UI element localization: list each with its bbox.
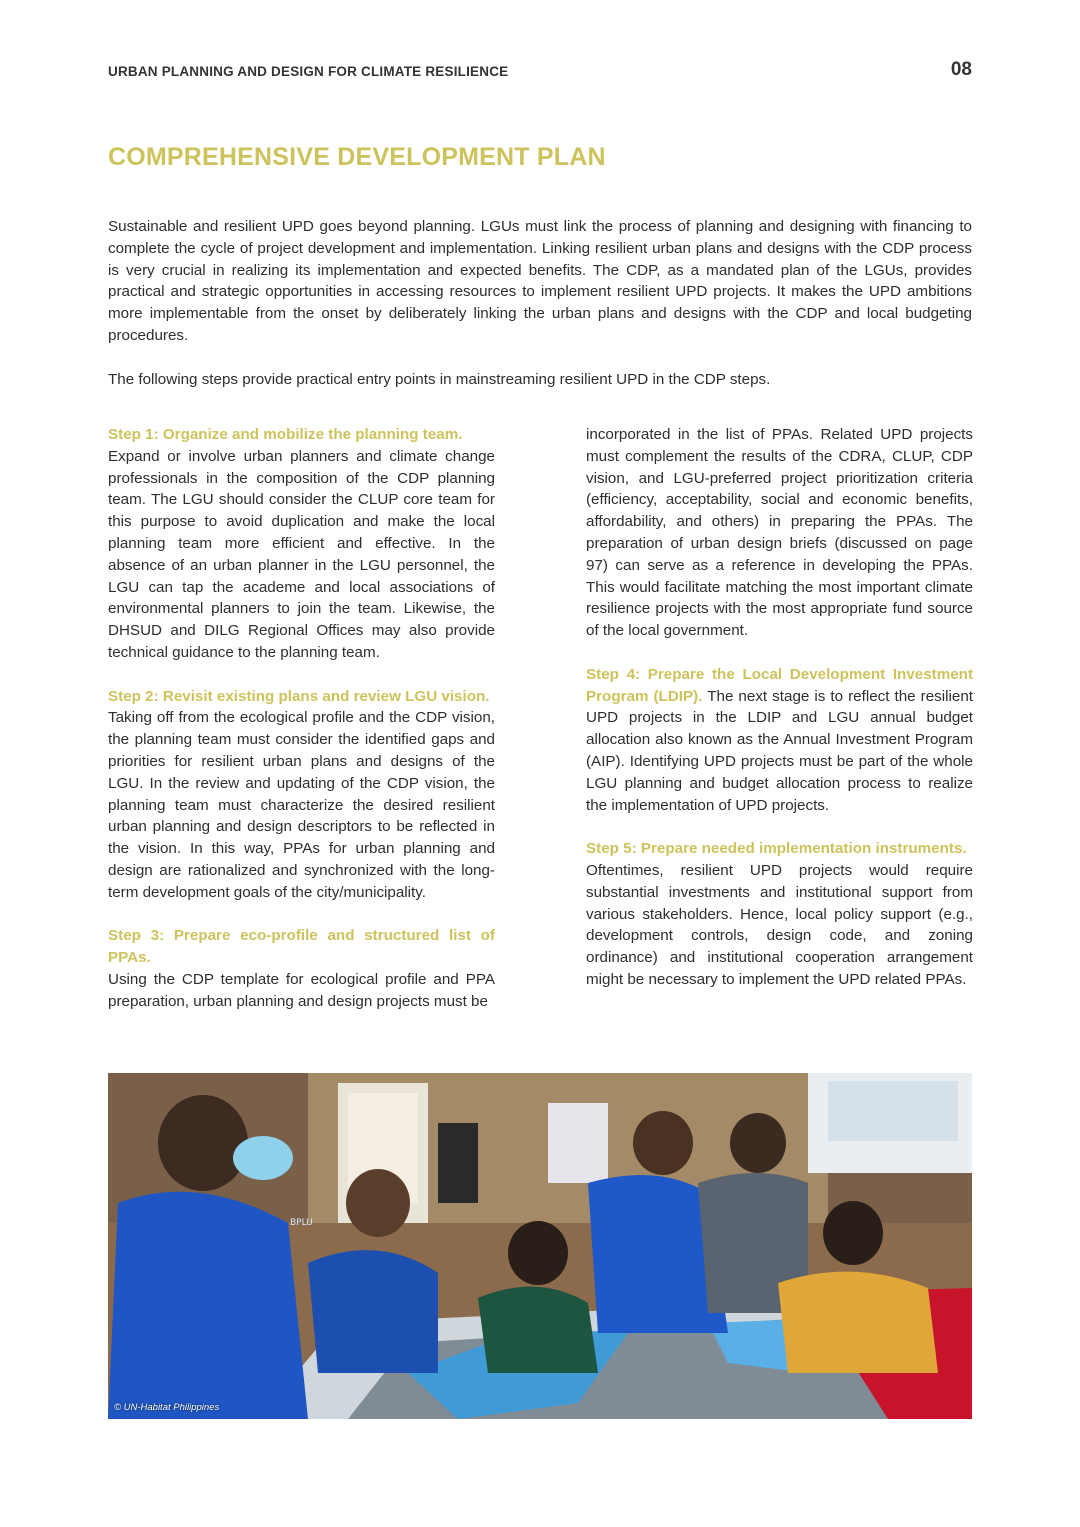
section-title: COMPREHENSIVE DEVELOPMENT PLAN bbox=[108, 143, 606, 171]
right-column bbox=[586, 424, 973, 1013]
step-2-title: Step 2: Revisit existing plans and review LGU vision. bbox=[108, 687, 490, 705]
step-4-title: Step 4: Prepare the Local Development Investment Program (LDIP). bbox=[586, 665, 973, 705]
step-4 bbox=[586, 664, 973, 817]
step-2 bbox=[108, 686, 495, 904]
running-header: URBAN PLANNING AND DESIGN FOR CLIMATE RESILIENCE bbox=[108, 64, 509, 79]
workshop-photo bbox=[108, 1073, 972, 1419]
step-3 bbox=[108, 925, 495, 1012]
step-3-body: Using the CDP template for ecological profile and PPA preparation, urban planning and design projects must be bbox=[108, 970, 495, 1010]
intro-steps-lead: The following steps provide practical entry points in mainstreaming resilient UPD in the CDP steps. bbox=[108, 371, 771, 388]
step-5 bbox=[586, 838, 973, 991]
step-1 bbox=[108, 424, 495, 664]
shirt-logo-text: BPLU bbox=[290, 1218, 313, 1228]
intro-paragraph: Sustainable and resilient UPD goes beyond planning. LGUs must link the process of planning and designing with financing to complete the cycle of project development and implementation. Linking resilient urban plans and designs with the CDP process is very crucial in realizing its implementation and expected benefits. The CDP, as a mandated plan of the LGUs, provides practical and strategic opportunities in accessing resources to implement resilient UPD projects. It makes the UPD ambitions more implementable from the onset by deliberately linking the urban plans and designs with the CDP and local budgeting procedures. bbox=[108, 218, 972, 344]
step-4-body: The next stage is to reflect the resilient UPD projects in the LDIP and LGU annual budget allocation also known as the Annual Investment Program (AIP). Identifying UPD projects must be part of the whole LGU planning and budget allocation process to realize the implementation of UPD projects. bbox=[586, 687, 973, 814]
workshop-photo-illustration bbox=[108, 1073, 972, 1419]
step-5-title: Step 5: Prepare needed implementation instruments. bbox=[586, 840, 967, 858]
step-3-continuation: incorporated in the list of PPAs. Related UPD projects must complement the results of the CDRA, CLUP, CDP vision, and LGU-preferred project prioritization criteria (efficiency, acceptability, social and economic benefits, affordability, and others) in preparing the PPAs. The preparation of urban design briefs (discussed on page 97) can serve as a reference in developing the PPAs. This would facilitate matching the most important climate resilience projects with the most appropriate fund source of the local government. bbox=[586, 426, 973, 640]
step-3-title: Step 3: Prepare eco-profile and structured list of PPAs. bbox=[108, 927, 495, 967]
step-1-title: Step 1: Organize and mobilize the planning team. bbox=[108, 426, 463, 443]
photo-credit: © UN-Habitat Philippines bbox=[114, 1402, 220, 1413]
step-2-body: Taking off from the ecological profile and the CDP vision, the planning team must consider the identified gaps and priorities for resilient urban plans and designs of the LGU. In the review and updating of the CDP vision, the planning team must characterize the desired resilient urban planning and design descriptors to be reflected in the vision. In this way, PPAs for urban planning and design are rationalized and synchronized with the long-term development goals of the city/municipality. bbox=[108, 709, 495, 901]
page-number: 08 bbox=[950, 59, 972, 80]
step-5-body: Oftentimes, resilient UPD projects would require substantial investments and institutional support from various stakeholders. Hence, local policy support (e.g., development controls, design code, and zoning ordinance) and institutional cooperation arrangement might be necessary to implement the UPD related PPAs. bbox=[586, 861, 973, 988]
left-column bbox=[108, 424, 495, 1034]
step-1-body: Expand or involve urban planners and climate change professionals in the composition of the CDP planning team. The LGU should consider the CLUP core team for this purpose to avoid duplication and make the local planning team more efficient and effective. In the absence of an urban planner in the LGU personnel, the LGU can tap the academe and local associations of environmental planners to join the team. Likewise, the DHSUD and DILG Regional Offices may also provide technical guidance to the planning team. bbox=[108, 447, 495, 661]
